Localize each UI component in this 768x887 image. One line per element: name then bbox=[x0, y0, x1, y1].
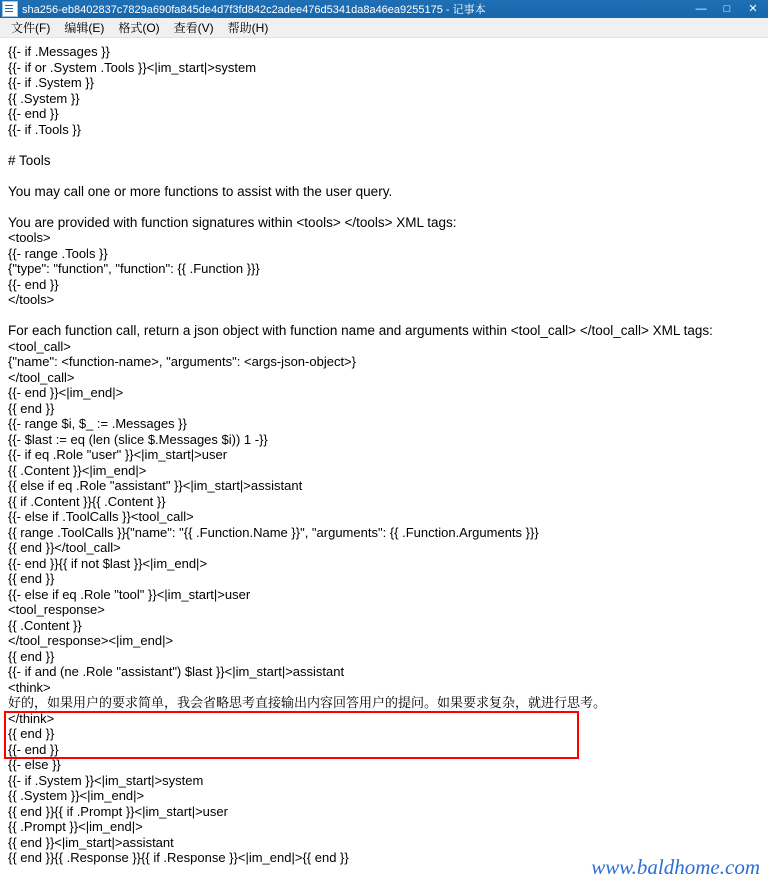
text-line: {{- if .Messages }} bbox=[8, 44, 110, 59]
text-line: {{ .Content }}<|im_end|> bbox=[8, 462, 147, 478]
text-line: {{- range $i, $_ := .Messages }} bbox=[8, 416, 187, 431]
text-line: {{- $last := eq (len (slice $.Messages $i)) 1 -}} bbox=[8, 431, 268, 447]
text-line: {{ if .Content }}{{ .Content }} bbox=[8, 493, 166, 509]
text-line: {{ end }}{{ .Response }}{{ if .Response }}<|im_end|>{{ end }} bbox=[8, 850, 349, 865]
text-line: {{- if eq .Role "user" }}<|im_start|>user bbox=[8, 447, 228, 462]
menu-item-format[interactable]: 格式(O) bbox=[118, 21, 160, 35]
text-line: {{- end }}{{ if not $last }}<|im_end|> bbox=[8, 555, 208, 571]
text-line: {{- end }}<|im_end|> bbox=[8, 385, 124, 400]
menu-item-view[interactable]: 查看(V) bbox=[173, 21, 214, 35]
text-line: {{ .Prompt }}<|im_end|> bbox=[8, 819, 143, 834]
text-line: {{- end }} bbox=[8, 741, 59, 757]
text-line: <tools> bbox=[8, 230, 51, 245]
text-line: {{ range .ToolCalls }}{"name": "{{ .Function.Name }}", "arguments": {{ .Function.Arguments }}} bbox=[8, 524, 539, 540]
text-line: {"name": <function-name>, "arguments": <args-json-object>} bbox=[8, 354, 356, 369]
text-line: <tool_response> bbox=[8, 602, 105, 617]
text-line: {{ end }} bbox=[8, 571, 55, 586]
text-line: {{- range .Tools }} bbox=[8, 245, 108, 261]
maximize-button[interactable]: □ bbox=[723, 2, 731, 15]
text-line: {{ end }}</tool_call> bbox=[8, 540, 121, 555]
text-line: {{ .Content }} bbox=[8, 617, 82, 633]
text-line: {{- else if .ToolCalls }}<tool_call> bbox=[8, 509, 194, 524]
text-line bbox=[8, 199, 760, 215]
text-line-think-close: </think> bbox=[8, 710, 55, 726]
text-line: {"type": "function", "function": {{ .Function }}} bbox=[8, 261, 260, 276]
menu-bar bbox=[0, 18, 768, 38]
window-controls bbox=[688, 1, 766, 17]
text-line: {{- if .System }}<|im_start|>system bbox=[8, 772, 204, 788]
text-line: You may call one or more functions to assist with the user query. bbox=[8, 183, 393, 199]
text-line: {{ .System }} bbox=[8, 90, 80, 106]
text-line: <tool_call> bbox=[8, 338, 71, 354]
text-line: # Tools bbox=[8, 152, 51, 168]
text-line bbox=[8, 137, 760, 153]
text-line: </tool_response><|im_end|> bbox=[8, 633, 174, 648]
text-line bbox=[8, 168, 760, 184]
text-line: {{- if or .System .Tools }}<|im_start|>system bbox=[8, 59, 257, 75]
text-line: </tools> bbox=[8, 292, 55, 307]
text-line: {{ else if eq .Role "assistant" }}<|im_start|>assistant bbox=[8, 478, 303, 493]
menu-item-edit[interactable]: 编辑(E) bbox=[64, 21, 105, 35]
watermark: www.baldhome.com bbox=[591, 855, 760, 879]
text-line: {{- end }} bbox=[8, 276, 59, 292]
text-line: {{ end }}<|im_start|>assistant bbox=[8, 834, 174, 850]
text-line: {{ end }} bbox=[8, 648, 55, 664]
text-line-think-open: <think> bbox=[8, 679, 51, 695]
text-line: {{- if and (ne .Role "assistant") $last }}<|im_start|>assistant bbox=[8, 664, 345, 679]
menu-item-file[interactable]: 文件(F) bbox=[11, 21, 51, 35]
text-line: {{ end }}{{ if .Prompt }}<|im_start|>user bbox=[8, 803, 228, 819]
text-line: For each function call, return a json object with function name and arguments within <tool_call> </tool_call> XML tags: bbox=[8, 323, 713, 338]
text-line: You are provided with function signatures within <tools> </tools> XML tags: bbox=[8, 214, 457, 230]
menu-item-help[interactable]: 帮助(H) bbox=[227, 21, 269, 35]
window-titlebar bbox=[0, 0, 768, 18]
minimize-button[interactable]: — bbox=[695, 2, 707, 15]
text-editor-area[interactable] bbox=[0, 38, 768, 884]
text-line: {{- else if eq .Role "tool" }}<|im_start|>user bbox=[8, 586, 251, 602]
text-line: {{ .System }}<|im_end|> bbox=[8, 788, 145, 803]
close-button[interactable]: ✕ bbox=[748, 2, 758, 15]
text-line: {{- if .System }} bbox=[8, 75, 94, 90]
text-line bbox=[8, 308, 760, 324]
text-line: {{- else }} bbox=[8, 757, 61, 772]
text-line: {{- if .Tools }} bbox=[8, 121, 81, 137]
text-line: {{- end }} bbox=[8, 106, 59, 121]
text-line: {{ end }} bbox=[8, 726, 55, 741]
text-line: {{ end }} bbox=[8, 400, 55, 416]
notepad-icon bbox=[2, 1, 18, 17]
text-line: </tool_call> bbox=[8, 369, 75, 385]
text-line-think-content: 好的，如果用户的要求简单，我会省略思考直接输出内容回答用户的提问。如果要求复杂，就进行思考。 bbox=[8, 695, 607, 710]
window-title: sha256-eb8402837c7829a690fa845de4d7f3fd842c2adee476d5341da8a46ea9255175 - 记事本 bbox=[22, 4, 486, 16]
